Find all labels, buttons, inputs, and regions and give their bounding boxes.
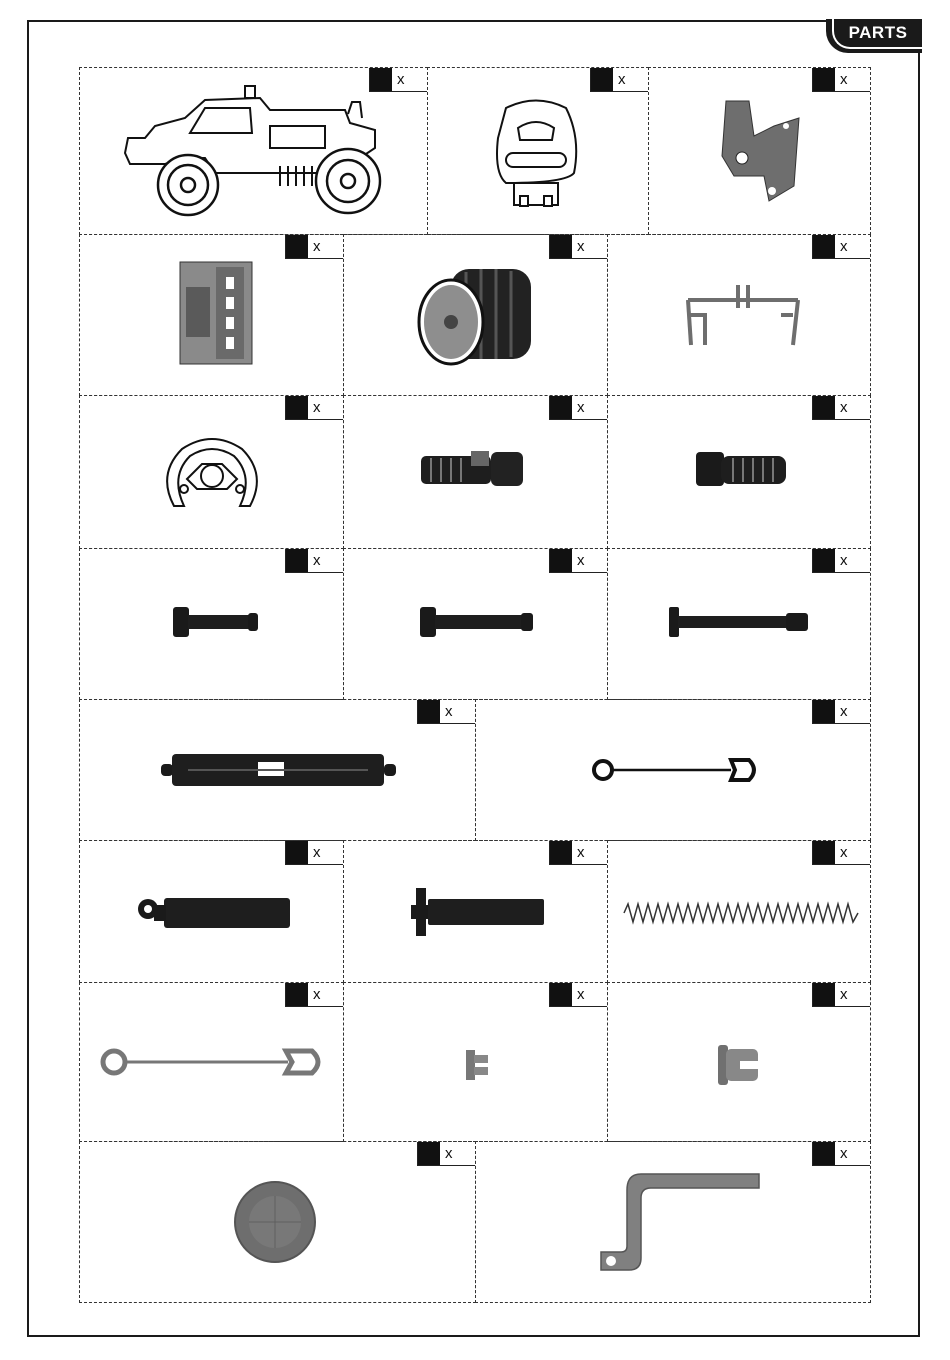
vehicle-body-image <box>120 78 390 223</box>
quantity-suffix: x <box>577 552 585 569</box>
part-cell-crank-arm <box>475 1141 871 1303</box>
parts-tab <box>826 19 922 53</box>
seat-image <box>486 98 586 213</box>
part-cell-vehicle-body <box>79 67 428 235</box>
quantity-box <box>812 549 870 573</box>
quantity-box <box>549 841 607 865</box>
part-cell-gear-shaft-left <box>343 395 608 549</box>
medium-axle-image <box>417 604 537 640</box>
quantity-suffix: x <box>577 238 585 255</box>
gear-shaft-right-image <box>693 446 793 491</box>
clip-image <box>462 1047 492 1083</box>
quantity-box <box>285 841 343 865</box>
part-cell-battery-cover <box>79 234 344 396</box>
quantity-box <box>812 983 870 1007</box>
quantity-suffix: x <box>313 844 321 861</box>
hub-cap-image <box>230 1176 320 1268</box>
quantity-value <box>418 700 440 723</box>
crank-arm-image <box>591 1166 763 1276</box>
part-cell-steering-column <box>343 840 608 983</box>
part-cell-bushing <box>607 982 871 1142</box>
quantity-box <box>590 68 648 92</box>
quantity-box <box>285 549 343 573</box>
quantity-suffix: x <box>577 399 585 416</box>
part-cell-seat <box>427 67 649 235</box>
part-cell-short-axle <box>79 548 344 700</box>
quantity-suffix: x <box>445 703 453 720</box>
quantity-suffix: x <box>840 238 848 255</box>
part-cell-long-axle <box>607 548 871 700</box>
gear-shaft-left-image <box>416 446 531 491</box>
quantity-box <box>812 235 870 259</box>
quantity-box <box>549 983 607 1007</box>
quantity-box <box>549 396 607 420</box>
long-axle-image <box>666 604 814 640</box>
quantity-box <box>812 700 870 724</box>
part-cell-steering-tube <box>79 840 344 983</box>
quantity-value <box>286 983 308 1006</box>
part-cell-axle-housing <box>79 699 476 841</box>
quantity-box <box>285 235 343 259</box>
quantity-value <box>813 1142 835 1165</box>
quantity-value <box>550 841 572 864</box>
quantity-suffix: x <box>313 552 321 569</box>
quantity-box <box>812 68 870 92</box>
quantity-suffix: x <box>618 71 626 88</box>
quantity-suffix: x <box>840 844 848 861</box>
part-cell-rear-bracket <box>607 234 871 396</box>
quantity-value <box>550 983 572 1006</box>
part-cell-steering-wheel <box>79 395 344 549</box>
quantity-suffix: x <box>840 1145 848 1162</box>
quantity-suffix: x <box>313 238 321 255</box>
quantity-value <box>813 841 835 864</box>
quantity-box <box>812 841 870 865</box>
bushing-image <box>714 1039 766 1091</box>
quantity-value <box>418 1142 440 1165</box>
part-cell-spring <box>607 840 871 983</box>
quantity-value <box>286 841 308 864</box>
quantity-value <box>813 549 835 572</box>
part-cell-gear-shaft-right <box>607 395 871 549</box>
quantity-value <box>550 396 572 419</box>
quantity-value <box>813 235 835 258</box>
axle-housing-image <box>158 748 400 793</box>
quantity-box <box>285 983 343 1007</box>
quantity-suffix: x <box>840 399 848 416</box>
long-pull-rod-image <box>98 1043 328 1081</box>
quantity-value <box>550 235 572 258</box>
quantity-suffix: x <box>313 399 321 416</box>
small-pull-rod-image <box>589 752 761 788</box>
quantity-box <box>549 235 607 259</box>
quantity-suffix: x <box>577 844 585 861</box>
quantity-suffix: x <box>445 1145 453 1162</box>
quantity-suffix: x <box>840 71 848 88</box>
battery-cover-image <box>172 257 262 372</box>
quantity-value <box>286 549 308 572</box>
quantity-value <box>286 235 308 258</box>
quantity-value <box>813 700 835 723</box>
quantity-value <box>813 983 835 1006</box>
quantity-suffix: x <box>840 552 848 569</box>
quantity-box <box>417 700 475 724</box>
quantity-box <box>285 396 343 420</box>
wheel-image <box>416 257 541 372</box>
steering-bracket-image <box>714 96 809 206</box>
part-cell-steering-bracket <box>648 67 871 235</box>
quantity-suffix: x <box>397 71 405 88</box>
parts-tab-label: PARTS <box>832 19 922 49</box>
quantity-box <box>812 396 870 420</box>
steering-wheel-image <box>162 434 262 516</box>
quantity-suffix: x <box>313 986 321 1003</box>
quantity-box <box>417 1142 475 1166</box>
part-cell-small-pull-rod <box>475 699 871 841</box>
short-axle-image <box>170 604 262 640</box>
part-cell-wheel <box>343 234 608 396</box>
steering-tube-image <box>134 893 294 933</box>
quantity-suffix: x <box>840 703 848 720</box>
quantity-suffix: x <box>577 986 585 1003</box>
part-cell-clip <box>343 982 608 1142</box>
quantity-box <box>812 1142 870 1166</box>
quantity-value <box>286 396 308 419</box>
part-cell-medium-axle <box>343 548 608 700</box>
rear-bracket-image <box>683 280 803 355</box>
quantity-value <box>550 549 572 572</box>
spring-image <box>622 901 860 925</box>
quantity-box <box>549 549 607 573</box>
quantity-value <box>591 68 613 91</box>
part-cell-long-pull-rod <box>79 982 344 1142</box>
part-cell-hub-cap <box>79 1141 476 1303</box>
quantity-suffix: x <box>840 986 848 1003</box>
quantity-value <box>813 68 835 91</box>
quantity-value <box>813 396 835 419</box>
steering-column-image <box>408 883 548 941</box>
